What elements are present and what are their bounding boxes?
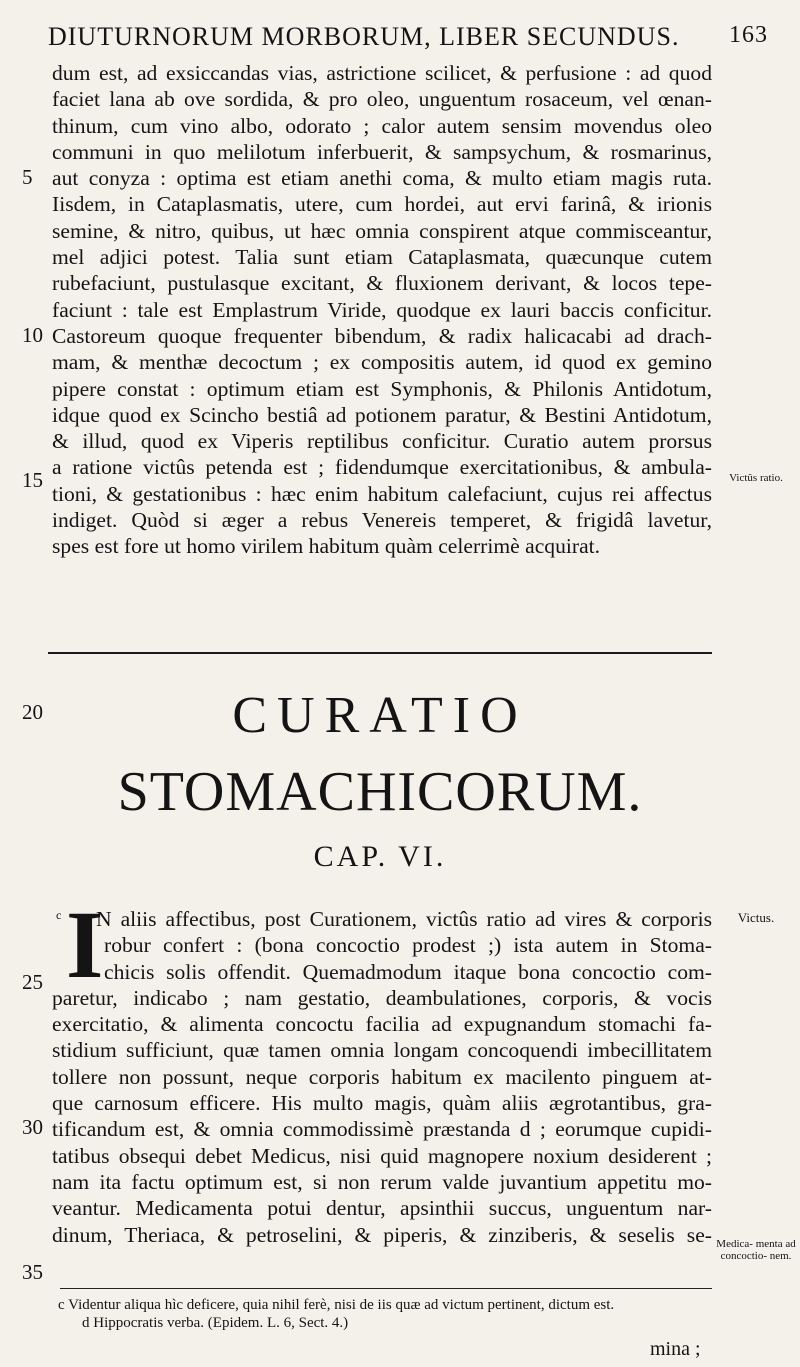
running-header (48, 22, 768, 52)
text-line: semine, & nitro, quibus, ut hæc omnia conspirent atque commisceantur, (52, 218, 712, 243)
text-line: faciet lana ab ove sordida, & pro oleo, unguentum rosaceum, vel œnan- (52, 87, 712, 112)
text-line: paretur, indicabo ; nam gestatio, deambulationes, corporis, & vocis (52, 985, 712, 1010)
text-line: indiget. Quòd si æger a rebus Venereis temperet, & frigidâ lavetur, (52, 508, 712, 533)
line-number: 5 (22, 165, 33, 189)
top-text-block (52, 60, 712, 560)
footnotes (58, 1296, 708, 1332)
text-line: dum est, ad exsiccandas vias, astrictione scilicet, & perfusione : ad quod (52, 61, 712, 85)
line-number: 30 (22, 1115, 43, 1139)
chapter-heading: CAP. VI. (313, 840, 447, 873)
text-line: mam, & menthæ decoctum ; ex compositis autem, id quod ex gemino (52, 350, 712, 375)
section-title-line1: CURATIO (232, 687, 528, 744)
text-line: tatibus obsequi debet Medicus, nisi quid magnopere noxium desiderent ; (52, 1143, 712, 1168)
text-line: que carnosum efficere. His multo magis, quàm aliis ægrotantibus, gra- (52, 1091, 712, 1116)
text-line: rubefaciunt, pustulasque excitant, & fluxionem derivant, & locos tepe- (52, 271, 712, 296)
catchword: mina ; (650, 1338, 701, 1360)
margin-note-victus-ratio: Victûs ratio. (729, 472, 783, 484)
text-line: communi in quo melilotum inferbuerit, & sampsychum, & rosmarinus, (52, 139, 712, 164)
line-number: 20 (22, 700, 43, 724)
text-line: exercitatio, & alimenta concoctu facilia ad expugnandum stomachi fa- (52, 1012, 712, 1037)
text-line: & illud, quod ex Viperis reptilibus conficitur. Curatio autem prorsus (52, 429, 712, 454)
text-line: veantur. Medicamenta potui dentur, apsinthii succus, unguentum nar- (52, 1196, 712, 1221)
margin-note-medicamenta: Medica- menta ad concoctio- nem. (716, 1238, 796, 1262)
line-number: 25 (22, 970, 43, 994)
text-line: idque quod ex Scincho bestiâ ad potionem paratur, & Bestini Antidotum, (52, 402, 712, 427)
text-line: mel adjici potest. Talia sunt etiam Cataplasmata, quæcunque cutem (52, 245, 712, 270)
text-line: tollere non possunt, neque corporis habitum ex macilento pinguem at- (52, 1064, 712, 1089)
text-line: nam ita factu optimum est, si non rerum valde juvantium appetitu mo- (52, 1169, 712, 1194)
text-line: chicis solis offendit. Quemadmodum itaque bona concoctio com- (104, 959, 712, 984)
text-line: robur confert : (bona concoctio prodest ;) ista autem in Stoma- (104, 933, 712, 958)
text-line: aut conyza : optima est etiam anethi coma, & multo etiam magis ruta. (52, 166, 712, 191)
text-line: Iisdem, in Cataplasmatis, utere, cum hordei, aut ervi farinâ, & irionis (52, 192, 712, 217)
running-title: DIUTURNORUM MORBORUM, LIBER SECUNDUS. (48, 22, 680, 51)
text-line: tificandum est, & omnia commodissimè præstanda d ; eorumque cupidi- (52, 1117, 712, 1142)
margin-note-victus: Victus. (737, 910, 775, 925)
text-line: thinum, cum vino albo, odorato ; calor autem sensim movendus oleo (52, 113, 712, 138)
footnote: c Videntur aliqua hìc deficere, quia nihil ferè, nisi de iis quæ ad victum pertinent, dictum est. (58, 1297, 615, 1313)
drop-cap: I (66, 891, 104, 998)
text-line: Castoreum quoque frequenter bibendum, & radix halicacabi ad drach- (52, 323, 712, 348)
text-line: dinum, Theriaca, & petroselini, & piperis, & zinziberis, & seselis se- (52, 1222, 712, 1247)
text-line: a ratione victûs petenda est ; fidendumque exercitationibus, & ambula- (52, 455, 712, 480)
text-line: N aliis affectibus, post Curationem, victûs ratio ad vires & corporis (96, 907, 712, 931)
text-line: spes est fore ut homo virilem habitum quàm celerrimè acquirat. (52, 534, 601, 559)
line-number: 15 (22, 468, 43, 492)
page-number: 163 (729, 22, 768, 48)
line-number: 35 (22, 1260, 43, 1284)
text-line: faciunt : tale est Emplastrum Viride, quodque ex lauri baccis conficitur. (52, 297, 712, 322)
footnote-marker: c (56, 908, 62, 922)
text-line: stidium sufficiunt, quæ tamen omnia longam concoquendi imbecillitatem (52, 1038, 712, 1063)
text-line: pipere constat : optimum etiam est Symphonis, & Philonis Antidotum, (52, 376, 712, 401)
section-title-line2: STOMACHICORUM. (117, 761, 643, 823)
line-number: 10 (22, 323, 43, 347)
chapter-text-block (52, 906, 712, 1248)
footnote-divider (60, 1288, 712, 1289)
footnote: d Hippocratis verba. (Epidem. L. 6, Sect. 4.) (82, 1315, 349, 1331)
section-divider (48, 652, 712, 654)
text-line: tioni, & gestationibus : hæc enim habitum calefaciunt, cujus rei affectus (52, 481, 712, 506)
